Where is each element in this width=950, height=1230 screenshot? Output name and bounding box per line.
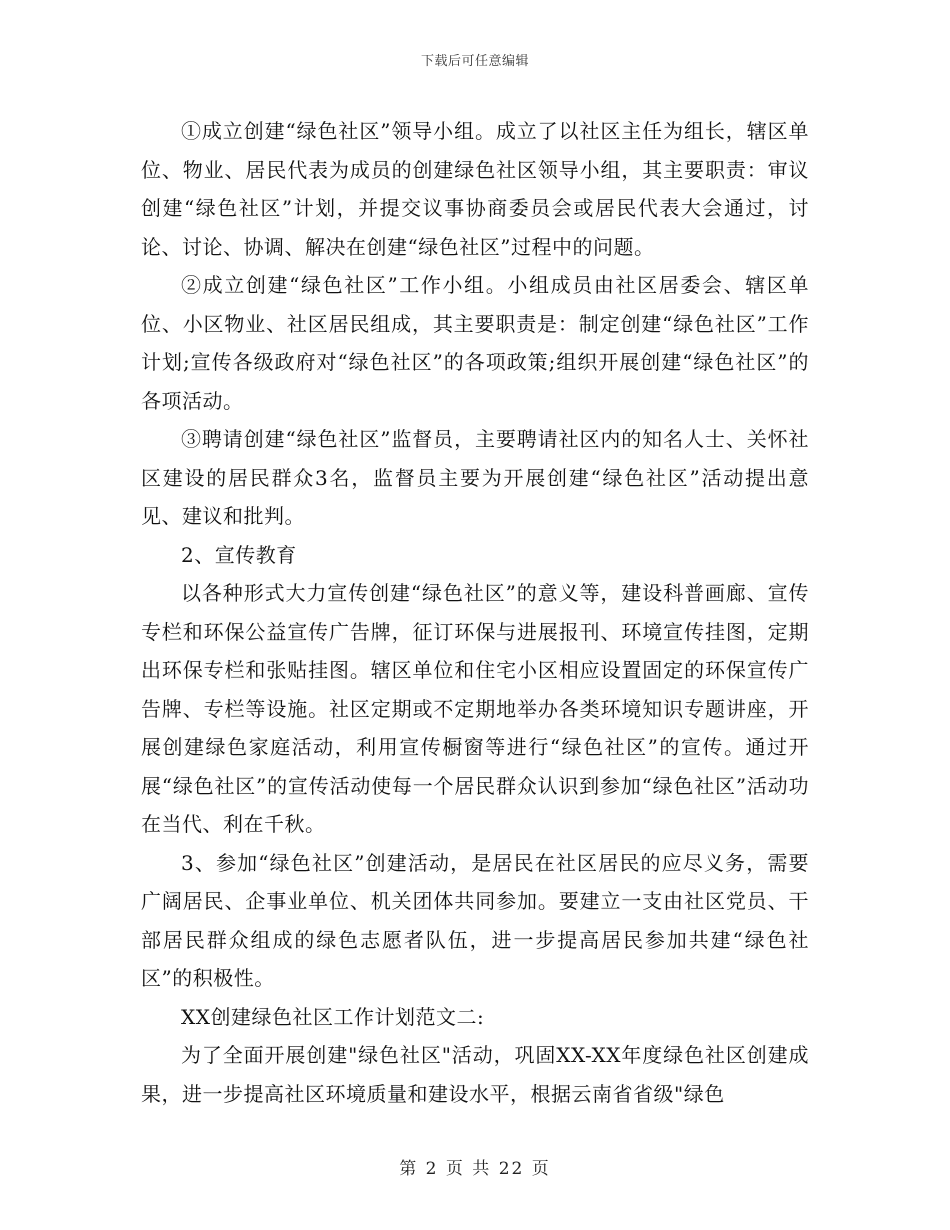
section-heading-publicity: 2、宣传教育 <box>181 542 297 567</box>
page-number-footer: 第 2 页 共 22 页 <box>399 1159 551 1179</box>
paragraph-working-group: ②成立创建“绿色社区”工作小组。小组成员由社区居委会、辖区单位、小区物业、社区居民组成，其主要职责是：制定创建“绿色社区”工作计划;宣传各级政府对“绿色社区”的各项政策;组织开展创建“绿色社区”的各项活动。 <box>141 273 809 413</box>
paragraph-leading-group: ①成立创建“绿色社区”领导小组。成立了以社区主任为组长，辖区单位、物业、居民代表为成员的创建绿色社区领导小组，其主要职责：审议创建“绿色社区”计划，并提交议事协商委员会或居民代表大会通过，讨论、讨论、协调、解决在创建“绿色社区”过程中的问题。 <box>141 119 809 259</box>
paragraph-plan-two-intro: 为了全面开展创建"绿色社区"活动，巩固XX-XX年度绿色社区创建成果，进一步提高社区环境质量和建设水平，根据云南省省级"绿色 <box>141 1043 809 1106</box>
paragraph-publicity: 以各种形式大力宣传创建“绿色社区”的意义等，建设科普画廊、宣传专栏和环保公益宣传广告牌，征订环保与进展报刊、环境宣传挂图，定期出环保专栏和张贴挂图。辖区单位和住宅小区相应设置固定的环保宣传广告牌、专栏等设施。社区定期或不定期地举办各类环境知识专题讲座，开展创建绿色家庭活动，利用宣传橱窗等进行“绿色社区”的宣传。通过开展“绿色社区”的宣传活动使每一个居民群众认识到参加“绿色社区”活动功在当代、利在千秋。 <box>141 581 809 836</box>
paragraph-participation: 3、参加“绿色社区”创建活动，是居民在社区居民的应尽义务，需要广阔居民、企事业单位、机关团体共同参加。要建立一支由社区党员、干部居民群众组成的绿色志愿者队伍，进一步提高居民参加共建“绿色社区”的积极性。 <box>141 850 809 990</box>
page-header: 下载后可任意编辑 <box>420 54 529 69</box>
document-body <box>141 112 809 1113</box>
section-heading-plan-two: XX创建绿色社区工作计划范文二: <box>181 1004 485 1029</box>
paragraph-supervisors: ③聘请创建“绿色社区”监督员，主要聘请社区内的知名人士、关怀社区建设的居民群众3名，监督员主要为开展创建“绿色社区”活动提出意见、建议和批判。 <box>141 427 809 528</box>
